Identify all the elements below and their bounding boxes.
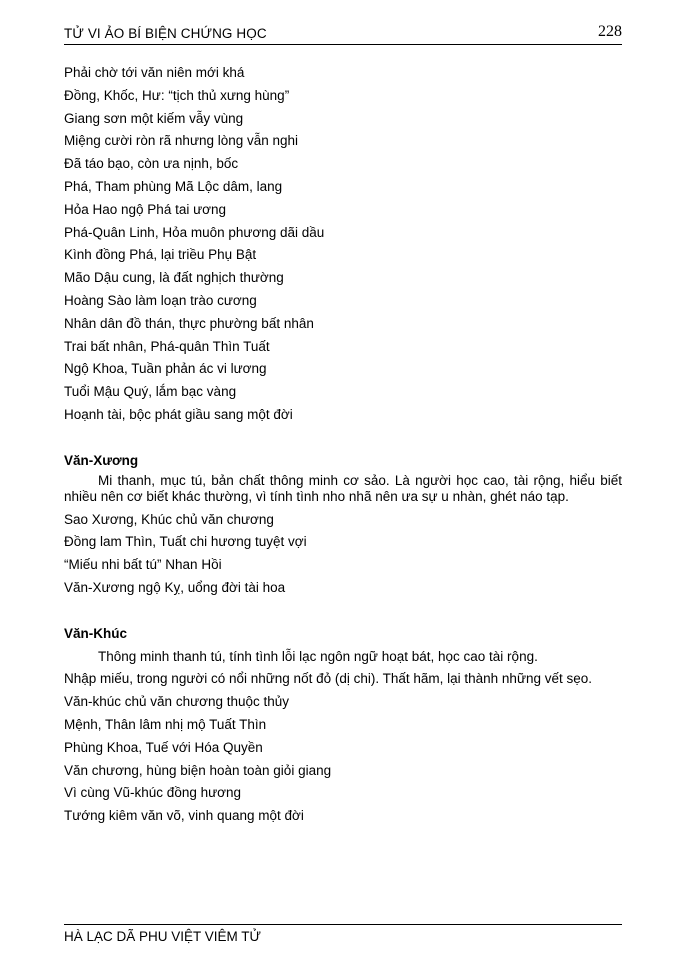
section-paragraph: Mi thanh, mục tú, bản chất thông minh cơ sảo. Là người học cao, tài rộng, hiểu biết nhiều nên cơ biết khác thường, vì tính tình nho nhã nên ưa sự u nhàn, ghét náo tạp. bbox=[64, 472, 622, 504]
verse-line: Văn-khúc chủ văn chương thuộc thủy bbox=[64, 694, 290, 710]
section-paragraph: Thông minh thanh tú, tính tình lỗi lạc ngôn ngữ hoạt bát, học cao tài rộng. bbox=[98, 648, 538, 664]
verse-line: Tướng kiêm văn võ, vinh quang một đời bbox=[64, 808, 304, 824]
header-title: TỬ VI ẢO BÍ BIỆN CHỨNG HỌC bbox=[64, 26, 267, 41]
verse-line: Mão Dậu cung, là đất nghịch thường bbox=[64, 270, 284, 286]
verse-line: Kình đồng Phá, lại triều Phụ Bật bbox=[64, 247, 257, 263]
page-header bbox=[64, 22, 622, 45]
verse-line: Phá, Tham phùng Mã Lộc dâm, lang bbox=[64, 178, 283, 194]
page-content bbox=[64, 62, 622, 828]
verse-line: Đã táo bạo, còn ưa nịnh, bốc bbox=[64, 156, 239, 172]
verse-line: “Miếu nhi bất tú” Nhan Hồi bbox=[64, 557, 222, 573]
verse-line: Văn chương, hùng biện hoàn toàn giỏi giang bbox=[64, 762, 332, 778]
verse-line: Phải chờ tới văn niên mới khá bbox=[64, 65, 245, 80]
verse-line: Sao Xương, Khúc chủ văn chương bbox=[64, 511, 274, 527]
verse-line: Đồng, Khốc, Hư: “tịch thủ xưng hùng” bbox=[64, 87, 290, 103]
verse-line: Giang sơn một kiếm vẫy vùng bbox=[64, 110, 244, 126]
intro-verses bbox=[64, 62, 622, 427]
verse-line: Nhập miếu, trong người có nổi những nốt đỏ (dị chi). Thất hãm, lại thành những vết sẹo. bbox=[64, 671, 593, 687]
verse-line: Vì cùng Vũ-khúc đồng hương bbox=[64, 785, 242, 801]
verse-line: Hoạnh tài, bộc phát giầu sang một đời bbox=[64, 406, 293, 422]
footer-text: HÀ LẠC DÃ PHU VIỆT VIÊM TỬ bbox=[64, 929, 262, 944]
verse-line: Phùng Khoa, Tuế với Hóa Quyền bbox=[64, 739, 263, 755]
verse-line: Nhân dân đồ thán, thực phường bất nhân bbox=[64, 315, 314, 331]
verse-line: Phá-Quân Linh, Hỏa muôn phương dãi dầu bbox=[64, 224, 325, 240]
section-spacer bbox=[64, 427, 622, 450]
verse-line: Miệng cười ròn rã nhưng lòng vẫn nghi bbox=[64, 133, 299, 149]
verse-line: Văn-Xương ngộ Kỵ, uổng đời tài hoa bbox=[64, 579, 286, 595]
section-van-khuc bbox=[64, 623, 622, 828]
page-footer bbox=[64, 924, 622, 944]
section-spacer bbox=[64, 600, 622, 623]
verse-line: Đồng lam Thìn, Tuất chi hương tuyệt vợi bbox=[64, 534, 307, 550]
section-title: Văn-Xương bbox=[64, 452, 139, 468]
verse-line: Trai bất nhân, Phá-quân Thìn Tuất bbox=[64, 338, 270, 354]
verse-line: Mệnh, Thân lâm nhị mộ Tuất Thìn bbox=[64, 716, 267, 732]
verse-line: Ngộ Khoa, Tuần phản ác vi lương bbox=[64, 361, 267, 377]
page-number: 228 bbox=[598, 23, 622, 40]
verse-line: Hoàng Sào làm loạn trào cương bbox=[64, 292, 257, 308]
verse-line: Hỏa Hao ngộ Phá tai ương bbox=[64, 201, 226, 217]
section-van-xuong bbox=[64, 450, 622, 600]
verse-line: Tuổi Mậu Quý, lắm bạc vàng bbox=[64, 384, 237, 400]
section-title: Văn-Khúc bbox=[64, 625, 128, 641]
